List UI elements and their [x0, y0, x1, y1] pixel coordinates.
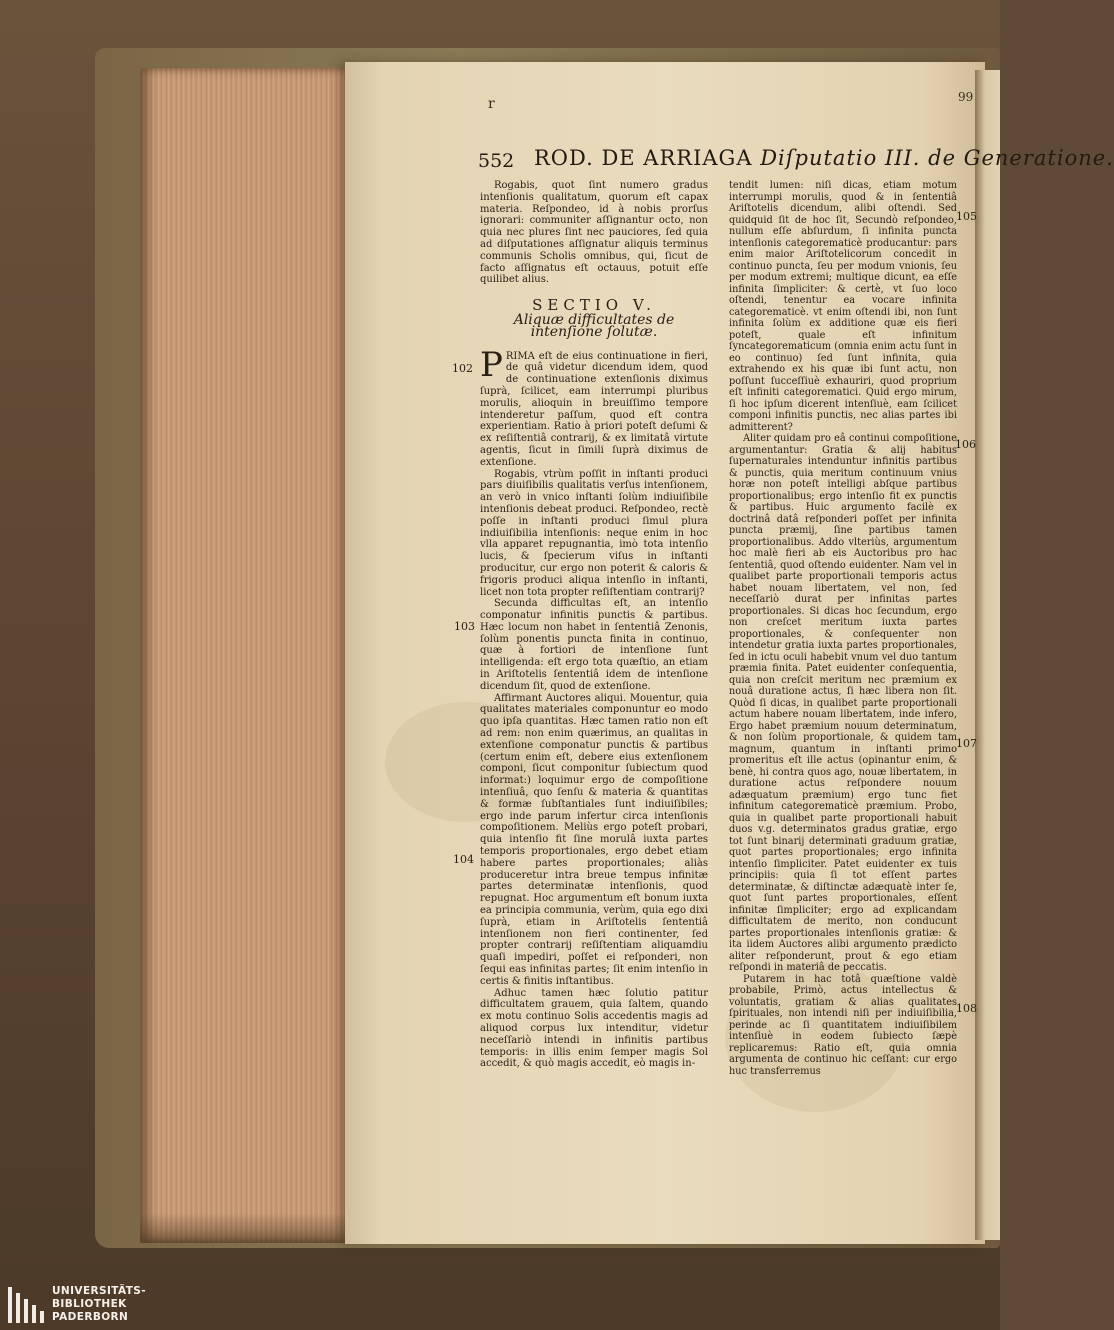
library-name-line: BIBLIOTHEK [52, 1298, 127, 1310]
margin-number: 108 [956, 1002, 977, 1015]
library-logo-icon [8, 1287, 44, 1323]
paragraph-text: RIMA eſt de eius continuatione in fieri, de quâ videtur dicendum idem, quod de continuatione extenſionis diximus ſuprà, ſcilicet, eam interrumpi pluribus morulis, alioquin in breuiſſimo tempore intenderetur paſſum, quod eſt contra experientiam. Ratio à priori poteſt deſumi & ex reſiſtentiâ contrarij, & ex limitatâ virtute agentis, ſicut in ſimili ſuprà diximus de extenſione. [480, 350, 708, 468]
running-title-author: ROD. DE ARRIAGA [534, 146, 753, 170]
paragraph: Rogabis, quot ſint numero gradus intenſionis qualitatum, quorum eſt capax materia. Reſpondeo, id à nobis prorſus ignorari: communiter aſſignantur octo, non quia nec plures ſint nec pauciores, ſed quia ad diſputationes aſſignatur aliquis terminus communis Scholis omnibus, qui, ſicut de facto aſſignatus eſt octauus, potuit eſſe quilibet alius. [480, 180, 708, 286]
margin-number: 106 [955, 438, 976, 451]
library-name-line: UNIVERSITÄTS- [52, 1285, 147, 1297]
margin-number: 107 [956, 737, 977, 750]
text-column-left [480, 180, 708, 1070]
running-title-work: Diſputatio III. de Generatione. [760, 146, 1114, 170]
library-footer [0, 1280, 1000, 1330]
section-heading: SECTIO V. [532, 296, 656, 315]
paragraph: Putarem in hac totâ quæſtione valdè probabile, Primò, actus intellectus & voluntatis, gratiam & alias qualitates ſpirituales, non intendi niſi per indiuiſibilia, perinde ac ſi quantitatem indiuiſibilem intenſiuè in eodem ſubiecto ſæpè replicaremus: Ratio eſt, quia omnia argumenta de continuo hic ceſſant: cur ergo huc transferremus [729, 973, 957, 1077]
paragraph: Adhuc tamen hæc ſolutio patitur difficultatem grauem, quia ſaltem, quando ex motu continuo Solis accedentis magis ad aliquod corpus lux intenditur, videtur neceſſariò intendi in infinitis partibus temporis: in illis enim ſemper magis Sol accedit, & quò magis accedit, eò magis in- [480, 987, 708, 1070]
paragraph: Rogabis, vtrùm poſſit in inſtanti produci pars diuiſibilis qualitatis verſus intenſionem, an verò in vnico inſtanti ſolùm indiuiſibile intenſionis debeat produci. Reſpondeo, rectè poſſe in inſtanti produci ſimul plura indiuiſibilia intenſionis: neque enim in hoc vlla apparet repugnantia, imò tota intenſio lucis, & ſpecierum viſus in inſtanti producitur, cur ergo non poterit & caloris & frigoris produci aliqua intenſio in inſtanti, licet non tota propter reſiſtentiam contrarij? [480, 468, 708, 598]
page-fore-edge [140, 68, 350, 1243]
margin-number: 105 [956, 210, 977, 223]
printer-mark: r [488, 96, 495, 112]
library-name-line: PADERBORN [52, 1311, 129, 1323]
section-subtitle: Aliquæ difficultates de intenſione ſolutæ. [513, 311, 675, 340]
page-number: 552 [478, 150, 515, 172]
margin-number: 104 [453, 853, 474, 866]
next-page-edge [975, 70, 1000, 1240]
paragraph: Affirmant Auctores aliqui. Mouentur, quia qualitates materiales componuntur eo modo quo ipſa quantitas. Hæc tamen ratio non eſt ad rem: non enim quærimus, an qualitas in extenſione componatur punctis & partibus (certum enim eſt, debere eius extenſionem componi, ſicut componitur ſubiectum quod informat:) loquimur ergo de compoſitione intenſiuâ, quo ſenſu & materia & quantitas & formæ ſubſtantiales ſunt indiuiſibiles; ergo inde parum infertur circa intenſionis compoſitionem. Meliùs ergo poteſt probari, quia intenſio fit ſine morulâ iuxta partes temporis proportionales, ergo debet etiam habere partes proportionales; aliàs produceretur intra breue tempus infinitæ partes determinatæ intenſionis, quod repugnat. Hoc argumentum eſt bonum iuxta ea principia communia, verùm, quia ego dixi ſuprà, etiam in Ariſtotelis ſententiâ intenſionem non fieri continenter, ſed propter contrarij reſiſtentiam aliquamdiu quaſi impediri, poſſet ei reſponderi, non ſequi eas infinitas partes; ſit enim intenſio in certis & finitis inſtantibus. [480, 692, 708, 987]
text-column-right [729, 180, 957, 1077]
running-header [478, 146, 1114, 180]
paragraph: Aliter quidam pro eâ continui compoſitione argumentantur: Gratia & alij habitus ſupernaturales intenduntur infinitis partibus & punctis, quia meritum continuum vnius horæ non poteſt intelligi abſque partibus proportionalibus; ergo intenſio fit ex punctis & partibus. Huic argumento facilè ex doctrinâ datâ reſponderi poſſet per infinita puncta præmij, ſine partibus tamen proportionalibus. Addo vlteriùs, argumentum hoc malè fieri ab eis Auctoribus pro hac ſententiâ, quod oſtendo euidenter. Nam vel in qualibet parte proportionali temporis actus habet nouam libertatem, vel non, ſed neceſſariò durat per infinitas partes proportionales. Si dicas hoc ſecundum, ergo non creſcet meritum iuxta partes proportionales, & conſequenter non intendetur gratia iuxta partes proportionales, ſed in ictu oculi habebit vnum vel duo tantum præmia finita. Patet euidenter conſequentia, quia non creſcit meritum nec præmium ex nouâ duratione actus, ſi hæc libera non ſit. Quòd ſi dicas, in qualibet parte proportionali actum habere nouam libertatem, inde infero, Ergo habet præmium nouum determinatum, & non ſolùm proportionale, & quidem tam magnum, quantum in inſtanti primo promeritus eſt ille actus (opinantur enim, & benè, hi contra quos ago, nouæ libertatem, in duratione actus reſpondere nouum adæquatum præmium) ergo tunc fiet infinitum categorematicè præmium. Probo, quia in qualibet parte proportionali habuit duos v.g. determinatos gradus gratiæ, ergo tot ſunt binarij determinati graduum gratiæ, quot partes proportionales; ergo infinita intenſio ſimpliciter. Patet euidenter ex tuis principiis: quia ſi tot eſſent partes determinatæ, & diſtinctæ adæquatè inter ſe, quot ſunt partes proportionales, eſſent infinitæ ſimpliciter; ergo ad explicandam difficultatem de merito, non conducunt partes proportionales intenſionis gratiæ: & ita iidem Auctores alibi argumento prædicto aliter reſponderunt, prout & ego etiam reſpondi in materiâ de peccatis. [729, 433, 957, 973]
paragraph [480, 344, 708, 469]
margin-number: 102 [452, 362, 473, 375]
corner-number: 99 [958, 90, 974, 104]
margin-number: 103 [454, 620, 475, 633]
library-name [52, 1285, 146, 1324]
paragraph: Secunda difficultas eſt, an intenſio componatur infinitis punctis & partibus. Hæc locum non habet in ſententiâ Zenonis, ſolùm ponentis puncta finita in continuo, quæ à fortiori de intenſione ſunt intelligenda: eſt ergo tota quæſtio, an etiam in Ariſtotelis ſententiâ idem de intenſione dicendum ſit, quod de extenſione. [480, 598, 708, 692]
drop-cap: P [480, 344, 503, 385]
paragraph: tendit lumen: niſi dicas, etiam motum interrumpi morulis, quod & in ſententiâ Ariſtotelis dicendum, alibi oſtendi. Sed quidquid ſit de hoc ſit, Secundò reſpondeo, nullum eſſe abſurdum, ſi infinita puncta intenſionis categorematicè producantur: pars enim maior Ariſtotelicorum concedit in continuo puncta, ſeu per modum vnionis, ſeu per modum extremi; multique dicunt, ea eſſe infinita ſimpliciter: & certè, vt ſuo loco oſtendi, tenentur ea vocare infinita categorematicè. vt enim oſtendi ibi, non ſunt infinita ſolùm ex additione quæ eis fieri poteſt, quale eſt infinitum ſyncategorematicum (omnia enim actu ſunt in eo continuo) ſed ſunt infinita, quia extrahendo ex his quæ ibi ſunt actu, non poſſunt ſucceſſiuè exhauriri, quod proprium eſt infiniti categorematici. Quid ergo mirum, ſi hoc ipſum dicerent intenſiuè, eam ſcilicet componi infinitis punctis, nec alias partes ibi admitterent? [729, 180, 957, 433]
running-title [534, 146, 1114, 170]
